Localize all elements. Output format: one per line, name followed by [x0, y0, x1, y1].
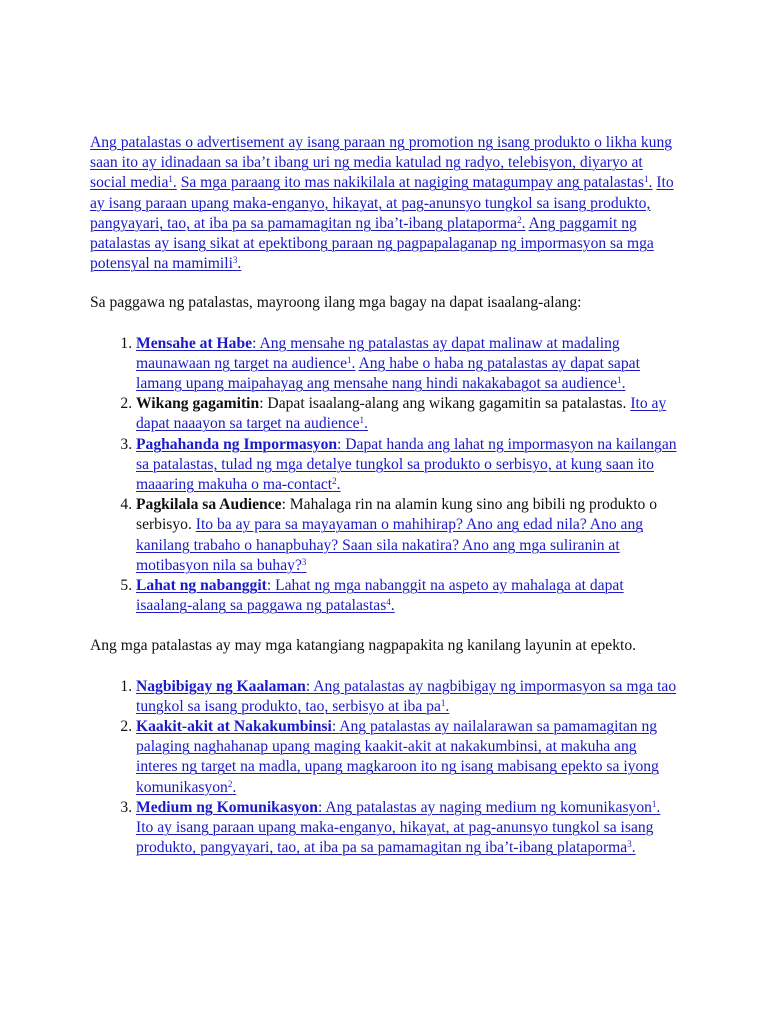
intro-link-3[interactable]: Ito ay isang paraan upang maka-enganyo, hikayat, at pag-anunsyo tungkol sa isang produkto, pangyayari, tao, at iba pa sa pamamagitan ng iba’t-ibang plataporma$^2$.	[90, 174, 674, 232]
intro-link-2[interactable]: Sa mga paraang ito mas nakikilala at nagiging matagumpay ang patalastas$^1$.	[180, 174, 653, 192]
considerations-list	[90, 334, 680, 617]
list-item-wika: 2. Wikang gagamitin: Dapat isaalang-alang ang wikang gagamitin sa patalastas. Ito ay dapat naaayon sa target na audience$^1$.	[136, 394, 680, 434]
list-item-mensahe	[136, 334, 680, 395]
intro-link-1[interactable]: Ang patalastas o advertisement ay isang paraan ng promotion ng isang produkto o likha kung saan ito ay idinadaan sa iba’t ibang uri ng media katulad ng radyo, telebisyon, diyaryo at social media$^1$.	[90, 134, 673, 192]
impormasyon-link[interactable]: Paghahanda ng Impormasyon: Dapat handa ang lahat ng impormasyon na kailangan sa patalastas, tulad ng mga detalye tungkol sa produkto o serbisyo, at kung saan ito maaaring makuha o ma-contact$^2$.	[136, 435, 677, 494]
document-page	[90, 133, 680, 859]
kaalaman-link[interactable]: Nagbibigay ng Kaalaman: Ang patalastas ay nagbibigay ng impormasyon sa mga tao tungkol sa isang produkto, tao, serbisyo at iba $pa^1$.	[136, 677, 677, 715]
characteristics-list	[90, 677, 680, 859]
list-item-nabanggit	[136, 576, 680, 616]
list-item-medium	[136, 798, 680, 859]
nabanggit-link[interactable]: Lahat ng nabanggit: Lahat ng mga nabanggit na aspeto ay mahalaga at dapat isaalang-alang sa paggawa ng patalastas$^4$.	[136, 577, 624, 615]
list-item-impormasyon	[136, 435, 680, 496]
mensahe-link-1[interactable]: Mensahe at Habe: Ang mensahe ng patalastas ay dapat malinaw at madaling maunawaan ng target na audience$^1$.	[136, 334, 620, 372]
section2-lead: Ang mga patalastas ay may mga katangiang nagpapakita ng kanilang layunin at epekto.	[90, 637, 637, 655]
medium-link-1[interactable]: Medium ng Komunikasyon: Ang patalastas ay naging medium ng komunikasyon$^1$.	[136, 798, 661, 816]
audience-link[interactable]: Ito ba ay para sa mayayaman o mahihirap? Ano ang edad nila? Ano ang kanilang trabaho o hanapbuhay? Saan sila nakatira? Ano ang mga suliranin at motibasyon nila sa buhay?$^3$	[136, 516, 644, 574]
intro-link-4[interactable]: Ang paggamit ng patalastas ay isang sikat at epektibong paraan ng pagpapalaganap ng impormasyon sa mga potensyal na mamimili$^3$.	[90, 214, 654, 273]
section1-lead: Sa paggawa ng patalastas, mayroong ilang mga bagay na dapat isaalang-alang:	[90, 294, 582, 312]
mensahe-link-2[interactable]: Ang habe o haba ng patalastas ay dapat sapat lamang upang maipahayag ang mensahe nang hindi nakakabagot sa audience$^1$.	[136, 354, 640, 393]
list-item-kaakit-akit	[136, 717, 680, 798]
list-item-kaalaman	[136, 677, 680, 717]
wika-link[interactable]: Ito ay dapat naaayon sa target na audience$^1$.	[136, 395, 667, 433]
medium-link-2[interactable]: Ito ay isang paraan upang maka-enganyo, hikayat, at pag-anunsyo tungkol sa isang produkto, pangyayari, tao, at iba pa sa pamamagitan ng iba’t-ibang plataporma$^3$.	[136, 819, 654, 857]
list-item-audience: 4. Pagkilala sa Audience: Mahalaga rin na alamin kung sino ang bibili ng produkto o serbisyo. Ito ba ay para sa mayayaman o mahihirap? Ano ang edad nila? Ano ang kanilang trabaho o hanapbuhay? Saan sila nakatira? Ano ang mga suliranin at motibasyon nila sa buhay?$^3$	[136, 495, 680, 576]
intro-paragraph	[90, 133, 680, 274]
kaakit-akit-link[interactable]: Kaakit-akit at Nakakumbinsi: Ang patalastas ay nailalarawan sa pamamagitan ng palaging naghahanap upang maging kaakit-akit at nakakumbinsi, at makuha ang interes ng target na madla, upang magkaroon ito ng isang mabisang epekto sa iyong komunikasyon$^2$.	[136, 718, 659, 796]
